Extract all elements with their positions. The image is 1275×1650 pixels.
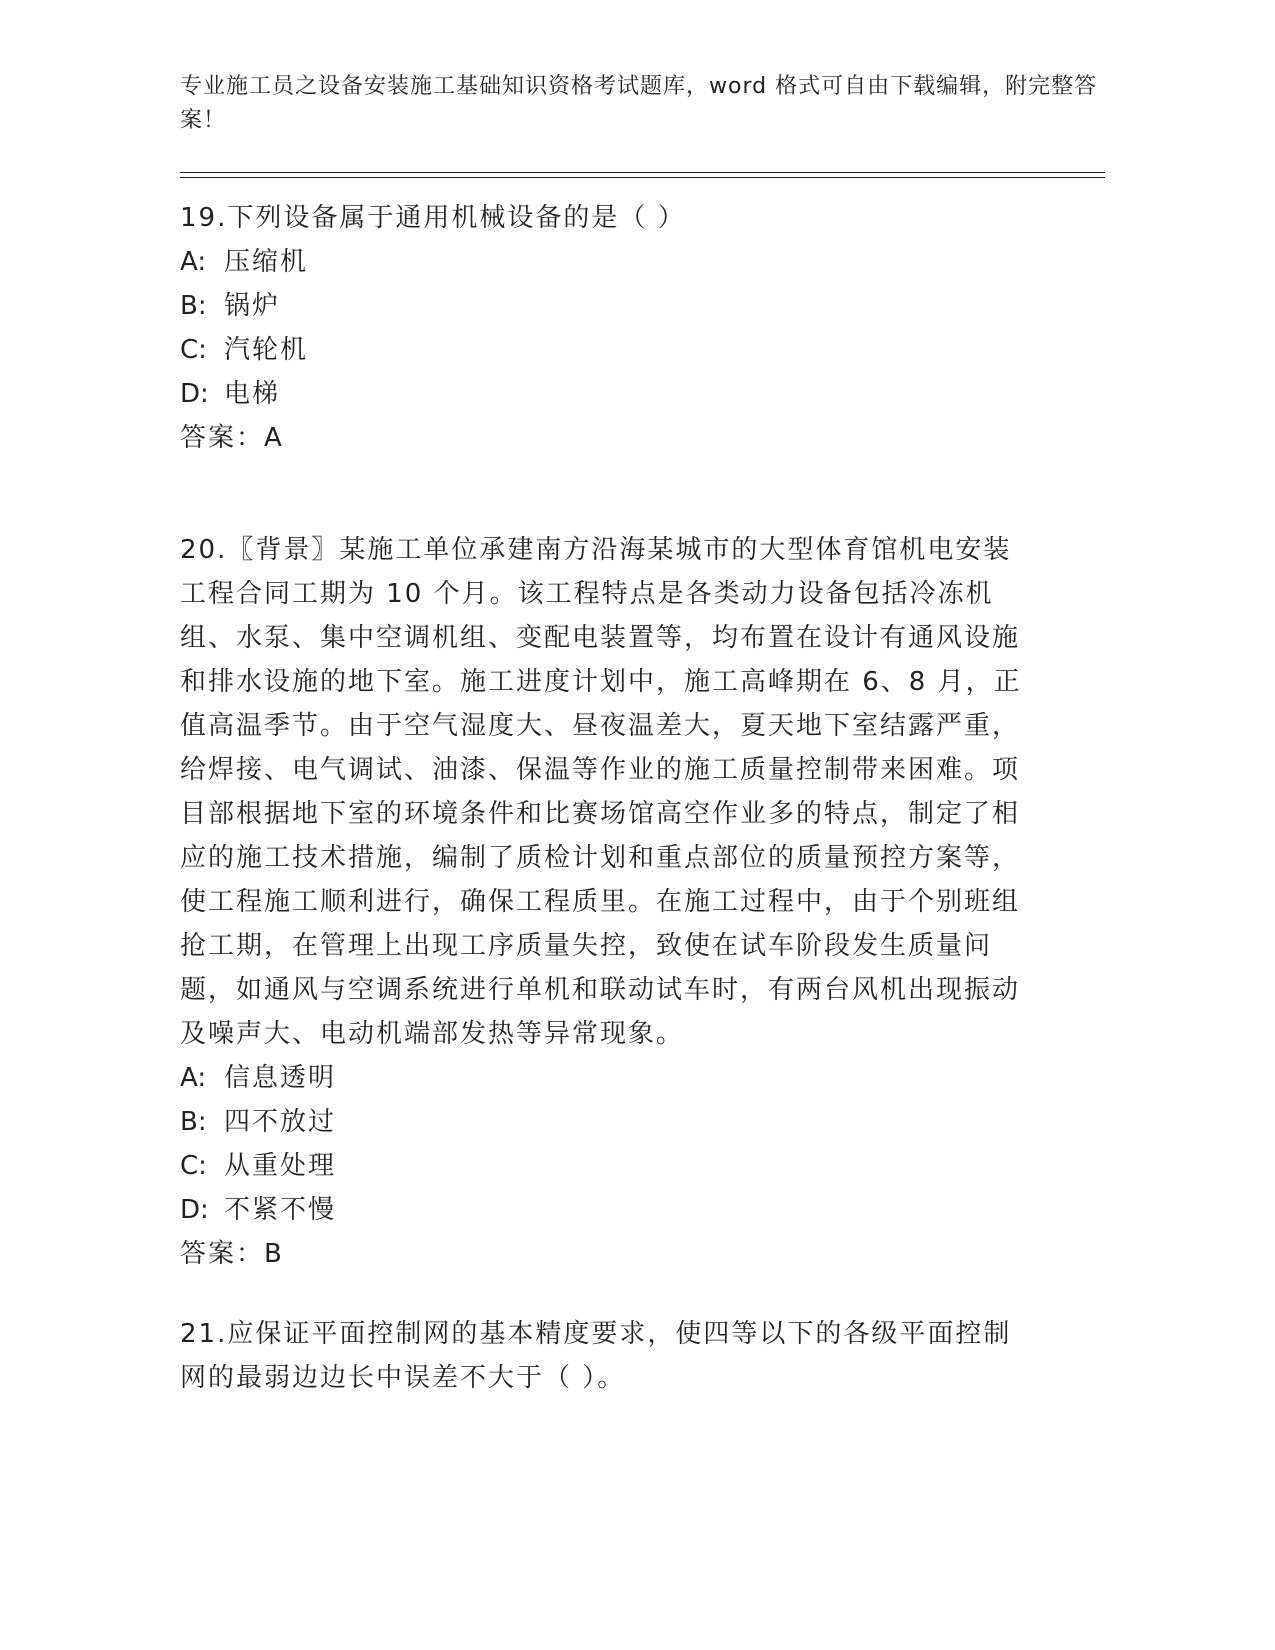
option-d	[180, 372, 1030, 416]
option-letter: A:	[180, 247, 207, 277]
question-stem: 20.〖背景〗某施工单位承建南方沿海某城市的大型体育馆机电安装工程合同工期为 10 个月。该工程特点是各类动力设备包括冷冻机组、水泵、集中空调机组、变配电装置等，均布置在设计有通风设施和排水设施的地下室。施工进度计划中，施工高峰期在 6、8 月，正值高温季节。由于空气湿度大、昼夜温差大，夏天地下室结露严重，给焊接、电气调试、油漆、保温等作业的施工质量控制带来困难。项目部根据地下室的环境条件和比赛场馆高空作业多的特点，制定了相应的施工技术措施，编制了质检计划和重点部位的质量预控方案等，使工程施工顺利进行，确保工程质里。在施工过程中，由于个别班组抢工期，在管理上出现工序质量失控，致使在试车阶段发生质量问题，如通风与空调系统进行单机和联动试车时，有两台风机出现振动及噪声大、电动机端部发热等异常现象。	[180, 535, 1022, 1049]
option-letter: C:	[180, 1151, 207, 1181]
option-a	[180, 240, 1030, 284]
question-21	[180, 1312, 1030, 1400]
option-text: 压缩机	[224, 247, 309, 277]
answer-line	[180, 416, 1030, 460]
answer-label: 答案：	[180, 1239, 265, 1269]
option-letter: A:	[180, 1063, 207, 1093]
option-text: 四不放过	[224, 1107, 337, 1137]
option-b	[180, 1100, 1030, 1144]
option-a	[180, 1056, 1030, 1100]
question-stem: 19.下列设备属于通用机械设备的是（ ）	[180, 203, 686, 233]
option-text: 汽轮机	[224, 335, 309, 365]
question-19	[180, 196, 1030, 460]
question-20	[180, 528, 1030, 1276]
option-text: 信息透明	[224, 1063, 337, 1093]
option-letter: D:	[180, 379, 209, 409]
option-letter: D:	[180, 1195, 209, 1225]
option-letter: C:	[180, 335, 207, 365]
question-stem: 21.应保证平面控制网的基本精度要求，使四等以下的各级平面控制网的最弱边边长中误差不大于（ ）。	[180, 1319, 1012, 1393]
answer-value: B	[264, 1239, 284, 1269]
answer-line	[180, 1232, 1030, 1276]
option-text: 从重处理	[224, 1151, 337, 1181]
option-letter: B:	[180, 1107, 207, 1137]
option-c	[180, 1144, 1030, 1188]
option-text: 电梯	[224, 379, 281, 409]
answer-value: A	[264, 423, 284, 453]
document-header: 专业施工员之设备安装施工基础知识资格考试题库，word 格式可自由下载编辑，附完整答案！	[180, 74, 1098, 133]
option-c	[180, 328, 1030, 372]
header-divider-bottom	[180, 177, 1105, 178]
answer-label: 答案：	[180, 423, 265, 453]
option-text: 不紧不慢	[224, 1195, 337, 1225]
option-letter: B:	[180, 291, 207, 321]
option-text: 锅炉	[224, 291, 281, 321]
option-b	[180, 284, 1030, 328]
option-d	[180, 1188, 1030, 1232]
header-divider-top	[180, 172, 1105, 173]
